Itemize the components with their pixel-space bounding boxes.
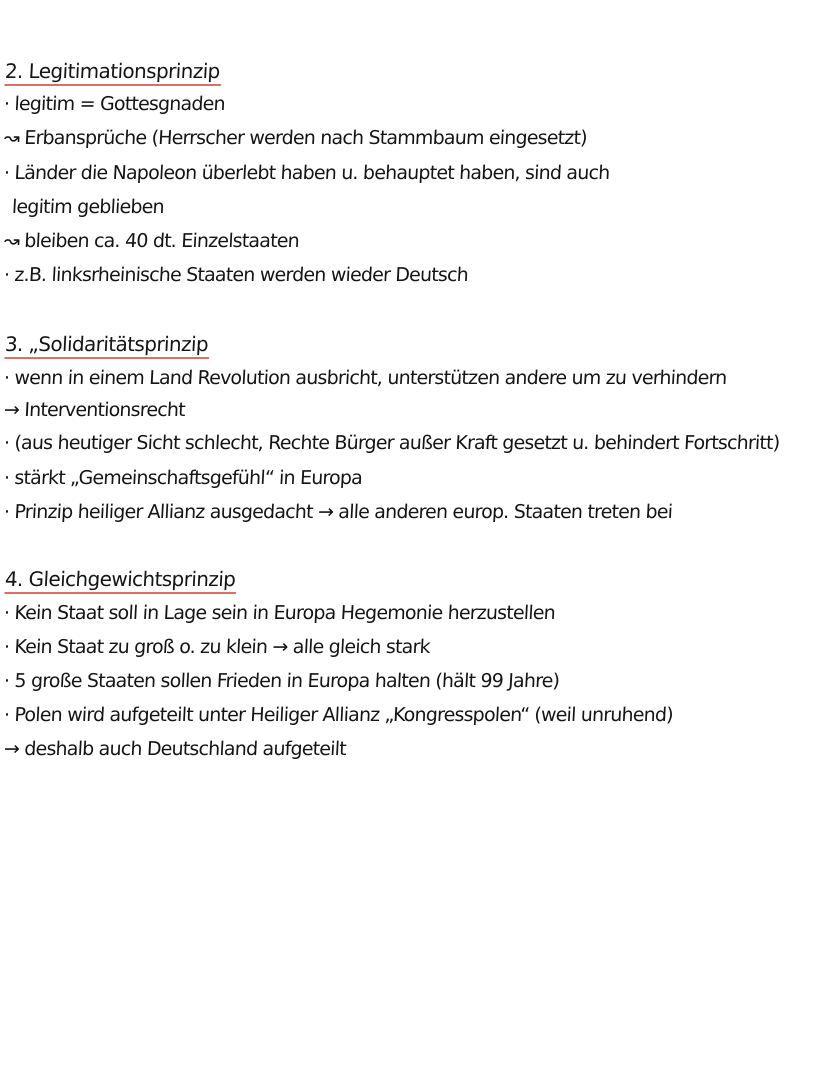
- note-line: ↝ bleiben ca. 40 dt. Einzelstaaten: [3, 230, 300, 252]
- note-line: · 5 große Staaten sollen Frieden in Europa halten (hält 99 Jahre): [3, 670, 560, 692]
- note-line: · legitim = Gottesgnaden: [3, 93, 226, 115]
- section-heading-solidaritaetsprinzip: [4, 331, 208, 357]
- note-line: · Prinzip heiliger Allianz ausgedacht → alle anderen europ. Staaten treten bei: [3, 501, 673, 523]
- section-heading-text: 3. „Solidaritätsprinzip: [4, 332, 209, 356]
- heading-underline: [4, 84, 221, 86]
- note-line: legitim geblieben: [11, 196, 165, 218]
- note-line: · Polen wird aufgeteilt unter Heiliger Allianz „Kongresspolen“ (weil unruhend): [3, 704, 674, 726]
- section-heading-text: 2. Legitimationsprinzip: [4, 59, 221, 83]
- heading-underline: [4, 357, 209, 359]
- section-heading-text: 4. Gleichgewichtsprinzip: [4, 567, 237, 591]
- note-line: → Interventionsrecht: [3, 399, 186, 421]
- section-heading-legitimationsprinzip: [4, 58, 220, 84]
- note-line: · Kein Staat zu groß o. zu klein → alle gleich stark: [3, 636, 431, 658]
- note-line: ↝ Erbansprüche (Herrscher werden nach Stammbaum eingesetzt): [3, 127, 588, 149]
- note-line: · z.B. linksrheinische Staaten werden wieder Deutsch: [3, 264, 469, 286]
- note-line: · Kein Staat soll in Lage sein in Europa Hegemonie herzustellen: [3, 602, 556, 624]
- note-line: · wenn in einem Land Revolution ausbricht, unterstützen andere um zu verhindern: [3, 367, 728, 389]
- note-line: · stärkt „Gemeinschaftsgefühl“ in Europa: [3, 467, 363, 489]
- section-heading-gleichgewichtsprinzip: [4, 566, 236, 592]
- heading-underline: [4, 592, 236, 594]
- note-line: · (aus heutiger Sicht schlecht, Rechte Bürger außer Kraft gesetzt u. behindert Fortschritt): [3, 432, 780, 454]
- note-line: · Länder die Napoleon überlebt haben u. behauptet haben, sind auch: [3, 162, 610, 184]
- note-line: → deshalb auch Deutschland aufgeteilt: [3, 738, 347, 760]
